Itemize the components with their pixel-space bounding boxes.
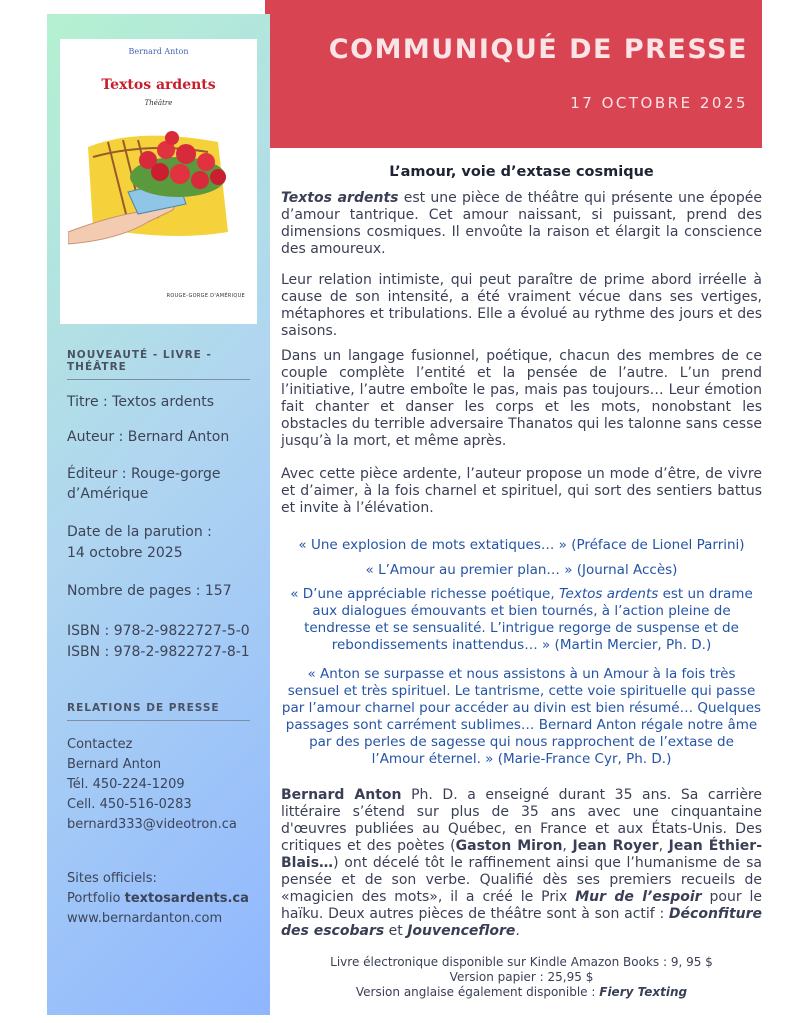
page-count: Nombre de pages : 157	[67, 583, 232, 599]
book-author-line: Auteur : Bernard Anton	[67, 429, 230, 445]
cover-title: Textos ardents	[101, 77, 216, 93]
paragraph-conclusion: Avec cette pièce ardente, l’auteur propose un mode d’être, de vivre et d’aimer, à la fois charnel et spirituel, qui sort des sentiers battus et invite à l’élévation.	[281, 466, 762, 516]
paragraph-intro	[281, 190, 762, 258]
isbn-1: ISBN : 978-2-9822727-5-0	[67, 623, 250, 639]
bio-text-3: pour le haïku. Deux autres pièces de théâtre sont à son actif :	[281, 889, 763, 922]
english-version-title: Fiery Texting	[599, 985, 688, 999]
article-subtitle: L’amour, voie d’extase cosmique	[389, 164, 654, 180]
bio-sep-1: ,	[562, 838, 573, 854]
contact-label: Contactez	[67, 737, 133, 752]
bio-poet-royer: Jean Royer	[572, 838, 659, 854]
sidebar	[47, 14, 270, 1015]
cover-illustration	[68, 122, 238, 247]
release-date: 17 OCTOBRE 2025	[570, 94, 748, 112]
book-title-line: Titre : Textos ardents	[67, 394, 215, 410]
sites-label: Sites officiels:	[67, 871, 157, 886]
press-heading: RELATIONS DE PRESSE	[67, 702, 250, 721]
contact-name: Bernard Anton	[67, 757, 162, 772]
cover-genre: Théâtre	[144, 99, 173, 107]
portfolio-link[interactable]: textosardents.ca	[124, 891, 249, 906]
english-version	[281, 985, 762, 999]
bio-sep-2: ,	[658, 838, 669, 854]
intro-text: est une pièce de théâtre qui présente une épopée d’amour tantrique. Cet amour naissant, si puissant, prend des dimensions cosmiques. Il envoûte la raison et élargit la conscience des amoureux.	[281, 190, 762, 257]
bio-text-4: et	[384, 923, 408, 939]
cover-author: Bernard Anton	[128, 47, 189, 56]
quote-acces: « L’Amour au premier plan… » (Journal Accès)	[365, 562, 678, 578]
quote-mercier-title: Textos ardents	[558, 586, 659, 602]
contact-phone: Tél. 450-224-1209	[67, 777, 185, 792]
release-date-value: 14 octobre 2025	[67, 545, 183, 561]
paragraph-language: Dans un langage fusionnel, poétique, chacun des membres de ce couple complète l’entité et la pensée de l’autre. L’un prend l’initiative, l’autre emboîte le pas, mais pas toujours… Leur émotion fait chanter et danser les corps et les mots, nonobstant les obstacles du terrible adversaire Thanatos qui les talonne sans cesse jusqu’à la mort, et même après.	[281, 348, 762, 449]
quote-mercier	[281, 586, 762, 654]
bio-prize: Mur de l’espoir	[575, 889, 702, 905]
paper-price: Version papier : 25,95 $	[449, 970, 594, 984]
quote-mercier-end: est un drame aux dialogues émouvants et bien tournés, à l’action pleine de tendresse et se sensualité. L’intrigue regorge de suspense et de rebondissements inattendus… » (Martin Mercier, Ph. D.)	[304, 586, 753, 653]
ebook-price: Livre électronique disponible sur Kindle Amazon Books : 9, 95 $	[330, 955, 713, 969]
bio-play-1: Déconfiture des escobars	[281, 906, 762, 939]
bio-poet-miron: Gaston Miron	[455, 838, 563, 854]
bio-play-2: Jouvenceflore	[407, 923, 516, 939]
paragraph-relation: Leur relation intimiste, qui peut paraître de prime abord irréelle à cause de son intensité, a été vraiment vécue dans ses vertiges, métaphores et tribulations. Elle a évolué au rythme des jours et des saisons.	[281, 272, 762, 339]
cover-publisher: ROUGE-GORGE D'AMÉRIQUE	[166, 293, 245, 299]
portfolio-line	[67, 889, 257, 909]
website-link[interactable]: www.bernardanton.com	[67, 911, 223, 926]
book-publisher-line: Éditeur : Rouge-gorge d’Amérique	[67, 466, 221, 502]
portfolio-label: Portfolio	[67, 891, 125, 906]
news-heading: NOUVEAUTÉ - LIVRE - THÉÂTRE	[67, 349, 250, 380]
isbn-2: ISBN : 978-2-9822727-8-1	[67, 644, 250, 660]
intro-book-title: Textos ardents	[281, 190, 399, 206]
bio-poet-ethier-blais: Jean Éthier-Blais…	[281, 838, 762, 871]
author-bio	[281, 787, 762, 940]
bio-text-5: .	[515, 923, 520, 939]
contact-email[interactable]: bernard333@videotron.ca	[67, 817, 237, 832]
book-cover	[60, 39, 257, 324]
quote-mercier-start: « D’une appréciable richesse poétique,	[290, 586, 559, 602]
release-date-label: Date de la parution :	[67, 524, 212, 540]
english-version-label: Version anglaise également disponible :	[355, 985, 600, 999]
quote-cyr: « Anton se surpasse et nous assistons à un Amour à la fois très sensuel et très spirituel. Le tantrisme, cette voie spirituelle qui passe par l’amour charnel pour accéder au divin est bien résumé… Quelques passages sont carrément sublimes… Bernard Anton régale notre âme par des perles de sagesse qui nous rapprochent de l’extase de l’Amour éternel. » (Marie-France Cyr, Ph. D.)	[281, 666, 762, 767]
contact-cell: Cell. 450-516-0283	[67, 797, 192, 812]
header-band	[265, 0, 762, 148]
bio-text-2: ) ont décelé tôt le raffinement ainsi que l’humanisme de sa pensée et de son verbe. Qualifié dès ses premiers recueils de «magicien des mots», il a créé le Prix	[281, 855, 762, 905]
bio-text-1: Ph. D. a enseigné durant 35 ans. Sa carrière littéraire s’étend sur plus de 35 ans avec une cinquantaine d'œuvres publiées au Québec, en France et aux États-Unis. Des critiques et des poètes (	[281, 787, 762, 854]
page-title: COMMUNIQUÉ DE PRESSE	[328, 34, 748, 65]
bio-name: Bernard Anton	[281, 787, 402, 803]
quote-parrini: « Une explosion de mots extatiques… » (Préface de Lionel Parrini)	[298, 537, 745, 553]
